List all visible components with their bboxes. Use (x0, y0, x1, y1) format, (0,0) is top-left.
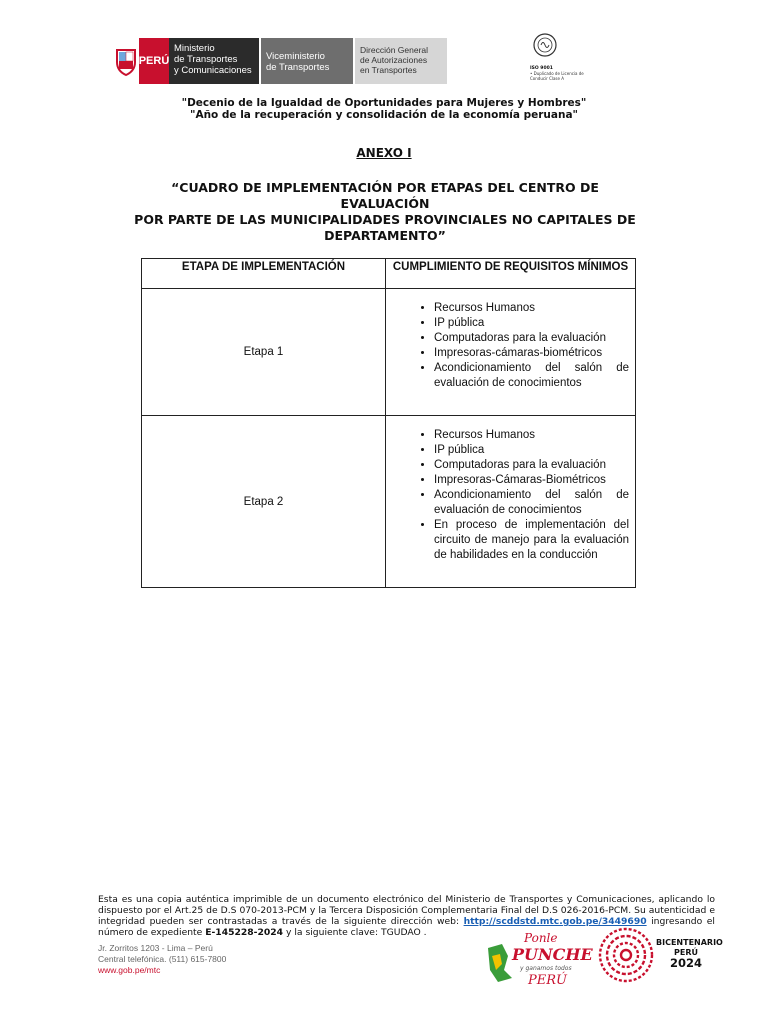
bicentennial-year: 2024 (669, 956, 702, 970)
directorate-line: Dirección General (360, 45, 429, 55)
national-shield-icon (113, 38, 139, 84)
title-line: “CUADRO DE IMPLEMENTACIÓN POR ETAPAS DEL CENTRO DE EVALUACIÓN (171, 180, 599, 211)
notice-text: Esta es una copia auténtica imprimible de un documento electrónico del Ministerio de Transportes y Comunicaciones, aplicando lo dispuesto por el Art.25 de D.S 070-2013-PCM y la Tercera Disposición Complementaria Final del D.S 026-2016-PCM. Su autenticidad e integridad pueden ser contrastadas a través de la siguiente dirección web: (98, 894, 715, 927)
ministry-line: Ministerio (174, 43, 215, 54)
certification-seal-icon (530, 30, 560, 60)
list-item: • En proceso de implementación del circuito de manejo para la evaluación de habilidades en la conducción (434, 518, 629, 563)
iso-code: ISO 9001 (530, 66, 553, 71)
peru-brand-box: PERÚ (139, 38, 169, 84)
list-item: • Acondicionamiento del salón de evaluación de conocimientos (434, 488, 629, 518)
table-row (142, 416, 636, 588)
directorate-name-box (355, 38, 447, 84)
iso-note (530, 71, 600, 81)
table-header-row (142, 259, 636, 289)
list-item: • Computadoras para la evaluación (434, 331, 629, 346)
viceministry-line: Viceministerio (266, 51, 325, 62)
iso-note-line: Conducir Clase A (530, 76, 564, 81)
bicentennial-sun-icon (596, 925, 656, 985)
implementation-stages-table (141, 258, 636, 588)
ministry-line: de Transportes (174, 54, 238, 65)
verification-link[interactable]: http://scddstd.mtc.gob.pe/3449690 (463, 916, 647, 927)
access-key: TGUDAO (380, 927, 421, 938)
requirements-cell (386, 416, 636, 588)
notice-text: y la siguiente clave: (283, 927, 381, 938)
requirements-list (386, 428, 629, 563)
directorate-line: en Transportes (360, 65, 417, 75)
street-address: Jr. Zorritos 1203 - Lima – Perú (98, 943, 213, 953)
list-item: • Computadoras para la evaluación (434, 458, 629, 473)
list-item: • Impresoras-cámaras-biométricos (434, 346, 629, 361)
table-row (142, 289, 636, 416)
list-item: • Recursos Humanos (434, 301, 629, 316)
requirements-cell (386, 289, 636, 416)
viceministry-name-box (261, 38, 353, 84)
decenio-motto: "Decenio de la Igualdad de Oportunidades para Mujeres y Hombres" (181, 97, 587, 109)
document-title (130, 180, 640, 244)
phone-number: Central telefónica. (511) 615-7800 (98, 954, 227, 964)
column-header-requirements: CUMPLIMIENTO DE REQUISITOS MÍNIMOS (386, 259, 636, 289)
ministry-line: y Comunicaciones (174, 65, 252, 76)
expediente-number: E-145228-2024 (205, 927, 284, 938)
notice-text: ingresando el número de expediente (98, 916, 715, 938)
list-item: • Recursos Humanos (434, 428, 629, 443)
column-header-stage: ETAPA DE IMPLEMENTACIÓN (142, 259, 386, 289)
ministry-name-box (169, 38, 259, 84)
annex-heading: ANEXO I (356, 146, 412, 160)
title-line: POR PARTE DE LAS MUNICIPALIDADES PROVINCIALES NO CAPITALES DE (134, 212, 636, 227)
requirements-list (386, 301, 629, 391)
anio-motto: "Año de la recuperación y consolidación de la economía peruana" (189, 109, 579, 121)
institution-logo-bar (113, 38, 447, 84)
ponle-top-text: Ponle (524, 931, 558, 945)
stage-cell: Etapa 2 (142, 416, 386, 588)
bicentennial-label (656, 938, 723, 970)
bicentennial-line: PERÚ (674, 948, 698, 957)
notice-text: . (420, 927, 427, 938)
ponle-sub-text: y ganamos todos (520, 965, 572, 972)
list-item: • Acondicionamiento del salón de evaluación de conocimientos (434, 361, 629, 391)
list-item: • IP pública (434, 316, 629, 331)
viceministry-line: de Transportes (266, 62, 330, 73)
year-mottos (0, 97, 768, 121)
stage-cell: Etapa 1 (142, 289, 386, 416)
ponle-country-text: PERÚ (528, 973, 567, 988)
website-link[interactable]: www.gob.pe/mtc (98, 965, 161, 975)
list-item: • Impresoras-Cámaras-Biométricos (434, 473, 629, 488)
ponle-punche-logo (482, 926, 593, 988)
title-line: DEPARTAMENTO” (324, 228, 446, 243)
iso-certification-block (530, 30, 600, 81)
ponle-main-text: PUNCHE (512, 945, 593, 964)
iso-note-line: • Duplicado de Licencia de (530, 71, 584, 76)
bicentennial-line: BICENTENARIO (656, 938, 723, 947)
directorate-line: de Autorizaciones (360, 55, 428, 65)
list-item: • IP pública (434, 443, 629, 458)
contact-address (98, 943, 226, 976)
